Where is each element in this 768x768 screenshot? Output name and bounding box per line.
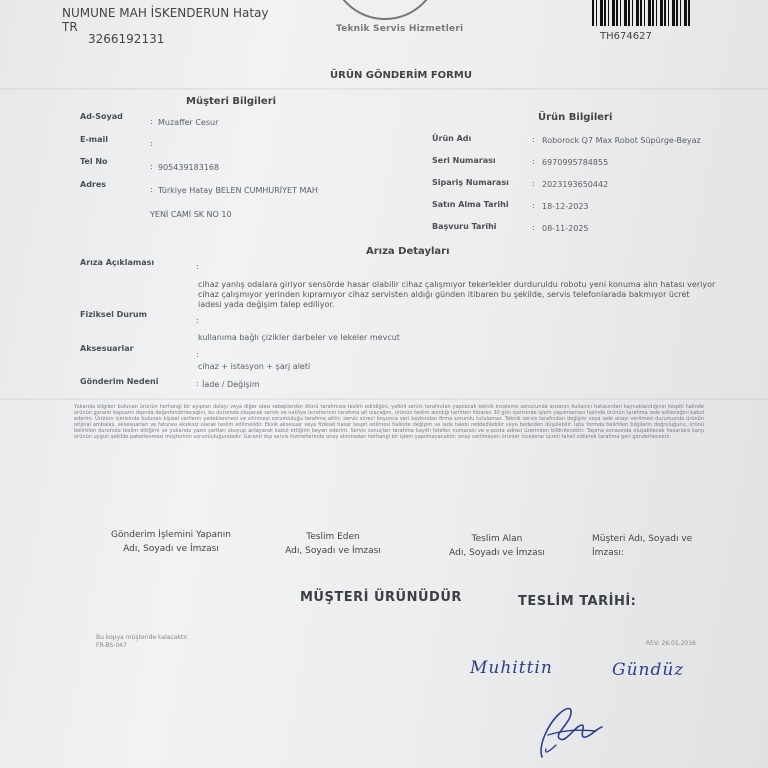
address-line-1: NUMUNE MAH İSKENDERUN Hatay bbox=[62, 6, 269, 20]
product-value: 2023193650442 bbox=[542, 180, 609, 189]
shipment-reason-value: İade / Değişim bbox=[202, 380, 260, 389]
tracking-number: TH674627 bbox=[600, 31, 652, 42]
copy-note: Bu kopya müşteride kalacaktır. bbox=[96, 634, 189, 641]
service-logo-text: Teknik Servis Hizmetleri bbox=[336, 24, 464, 34]
form-code: FR-BS-047 bbox=[96, 642, 127, 649]
fault-description-line: iadesi yada değişim talep ediliyor. bbox=[198, 300, 335, 309]
delivery-date-label: TESLİM TARİHİ: bbox=[518, 594, 637, 609]
service-logo bbox=[330, 0, 440, 20]
handwritten-first-name: Muhittin bbox=[470, 658, 553, 678]
product-section-title: Ürün Bilgileri bbox=[538, 112, 613, 123]
handwritten-surname: Gündüz bbox=[612, 660, 685, 680]
customer-value: Muzaffer Cesur bbox=[158, 118, 219, 127]
product-value: 18-12-2023 bbox=[542, 202, 589, 211]
customer-section-title: Müşteri Bilgileri bbox=[186, 96, 277, 107]
signature-label-line: Müşteri Adı, Soyadı ve bbox=[592, 534, 693, 544]
fault-section-title: Arıza Detayları bbox=[366, 246, 450, 257]
colon: : bbox=[150, 185, 153, 194]
product-label: Ürün Adı bbox=[432, 134, 472, 143]
customer-label: E-mail bbox=[80, 135, 109, 144]
signature-label-customer bbox=[592, 532, 722, 560]
footer-notes bbox=[96, 634, 189, 650]
customer-value: Türkiye Hatay BELEN CUMHURİYET MAH bbox=[158, 186, 318, 195]
fold-line bbox=[0, 88, 768, 90]
colon: : bbox=[196, 379, 199, 388]
product-label: Satın Alma Tarihi bbox=[432, 200, 509, 209]
product-value: Roborock Q7 Max Robot Süpürge-Beyaz bbox=[542, 136, 701, 145]
product-value: 08-11-2025 bbox=[542, 224, 589, 233]
physical-condition-label: Fiziksel Durum bbox=[80, 310, 147, 319]
accessories-value: cihaz + istasyon + şarj aleti bbox=[198, 362, 311, 371]
colon: : bbox=[532, 157, 535, 166]
physical-condition-value: kullanıma bağlı çizikler darbeler ve lekeler mevcut bbox=[198, 333, 400, 342]
product-label: Seri Numarası bbox=[432, 156, 496, 165]
colon: : bbox=[150, 117, 153, 126]
signature-label-receiver bbox=[432, 532, 562, 560]
fault-description-label: Arıza Açıklaması bbox=[80, 258, 155, 267]
product-label: Sipariş Numarası bbox=[432, 178, 509, 187]
product-value: 6970995784855 bbox=[542, 158, 609, 167]
company-phone: 3266192131 bbox=[88, 32, 165, 46]
signature-label-line: Adı, Soyadı ve İmzası bbox=[123, 544, 219, 554]
signature-label-sender bbox=[96, 528, 246, 556]
form-title: ÜRÜN GÖNDERİM FORMU bbox=[330, 70, 472, 81]
shipment-reason-label: Gönderim Nedeni bbox=[80, 377, 159, 386]
customer-label: Tel No bbox=[80, 157, 108, 166]
colon: : bbox=[150, 162, 153, 171]
address-line-2: YENİ CAMİ SK NO 10 bbox=[150, 210, 232, 219]
customer-label: Ad-Soyad bbox=[80, 112, 123, 121]
accessories-label: Aksesuarlar bbox=[80, 344, 134, 353]
customer-value: 905439183168 bbox=[158, 163, 220, 172]
signature-label-line: Gönderim İşlemini Yapanın bbox=[111, 530, 231, 540]
revision-date: REV: 26.01.2016 bbox=[646, 640, 696, 647]
colon: : bbox=[532, 201, 535, 210]
signature-label-line: Adı, Soyadı ve İmzası bbox=[449, 548, 545, 558]
customer-label: Adres bbox=[80, 180, 107, 189]
signature-label-line: Teslim Alan bbox=[471, 534, 523, 544]
colon: : bbox=[196, 262, 199, 271]
colon: : bbox=[532, 179, 535, 188]
signature-label-line: İmzası: bbox=[592, 548, 624, 558]
handwritten-signature bbox=[530, 695, 610, 765]
legal-terms-text: Yukarıda bilgileri bulunan ürünün herhangi bir ayıptan dolayı veya diğer olası sebeplerden ötürü tarafımıza teslim edildiğini, yetkili servis tarafından yapılacak teknik inceleme sonucunda arızanın kullanıcı hatasından kaynaklandığının tespiti halinde ürünün garanti kapsamı dışında değerlendirileceğini, bu durumda oluşacak servis ve nakliye ücretlerinin tarafıma ait olacağını, ürünün teslim alındığı tarihten itibaren 30 gün içerisinde işlem yapılmaması halinde ürünün tarafıma iade edileceğini kabul ederim. Ürünün içerisinde bulunan kişisel verilerin yedeklenmesi ve silinmesi sorumluluğu tarafıma aittir; servis süreci boyunca veri kaybından firma sorumlu tutulamaz. Teknik servis tarafından değişim veya iade onayı verilmesi durumunda ürünün orijinal ambalajı, aksesuarları ve faturası eksiksiz olarak teslim edilmelidir. Eksik aksesuar veya fiziksel hasar tespit edilmesi halinde değişim ve iade talebi reddedilebilir veya bedelden düşülebilir. İşbu formda belirtilen bilgilerin doğruluğunu, ürünü belirtilen durumda teslim ettiğimi ve yukarıda yazılı şartları okuyup anlayarak kabul ettiğimi beyan ederim. Servis sonuçları tarafıma kayıtlı telefon numarası ve e-posta adresi üzerinden bildirilecektir. Taşıma esnasında oluşabilecek hasarlara karşı ürünün uygun şekilde paketlenmesi müşterinin sorumluluğundadır. Garanti dışı servis hizmetlerinde onay alınmadan herhangi bir işlem yapılmayacaktır; onay verilmeyen ürünler inceleme ücreti tahsil edilerek tarafıma geri gönderilecektir. bbox=[74, 404, 704, 440]
colon: : bbox=[196, 316, 199, 325]
colon: : bbox=[196, 350, 199, 359]
signature-label-deliverer bbox=[268, 530, 398, 558]
signature-label-line: Teslim Eden bbox=[306, 532, 360, 542]
fault-description-line: cihaz yanlış odalara giriyor sensörde hasar olabilir cihaz çalışmıyor tekerlekler durduruldu robotu yeni konuma alın hatası veriyor bbox=[198, 280, 716, 289]
colon: : bbox=[532, 135, 535, 144]
signature-label-line: Adı, Soyadı ve İmzası bbox=[285, 546, 381, 556]
barcode bbox=[592, 0, 690, 26]
colon: : bbox=[150, 139, 153, 148]
customer-product-heading: MÜŞTERİ ÜRÜNÜDÜR bbox=[300, 590, 462, 605]
product-label: Başvuru Tarihi bbox=[432, 222, 497, 231]
company-address bbox=[62, 6, 269, 34]
fault-description bbox=[198, 280, 718, 310]
colon: : bbox=[532, 223, 535, 232]
fold-line bbox=[0, 398, 768, 400]
address-line-2: TR bbox=[62, 20, 78, 34]
fault-description-line: cihaz çalışmıyor yerinden kıpramıyor cihaz servisten aldığı günden itibaren bu şekilde, servis telefonlarada bakmıyor ücret bbox=[198, 290, 690, 299]
